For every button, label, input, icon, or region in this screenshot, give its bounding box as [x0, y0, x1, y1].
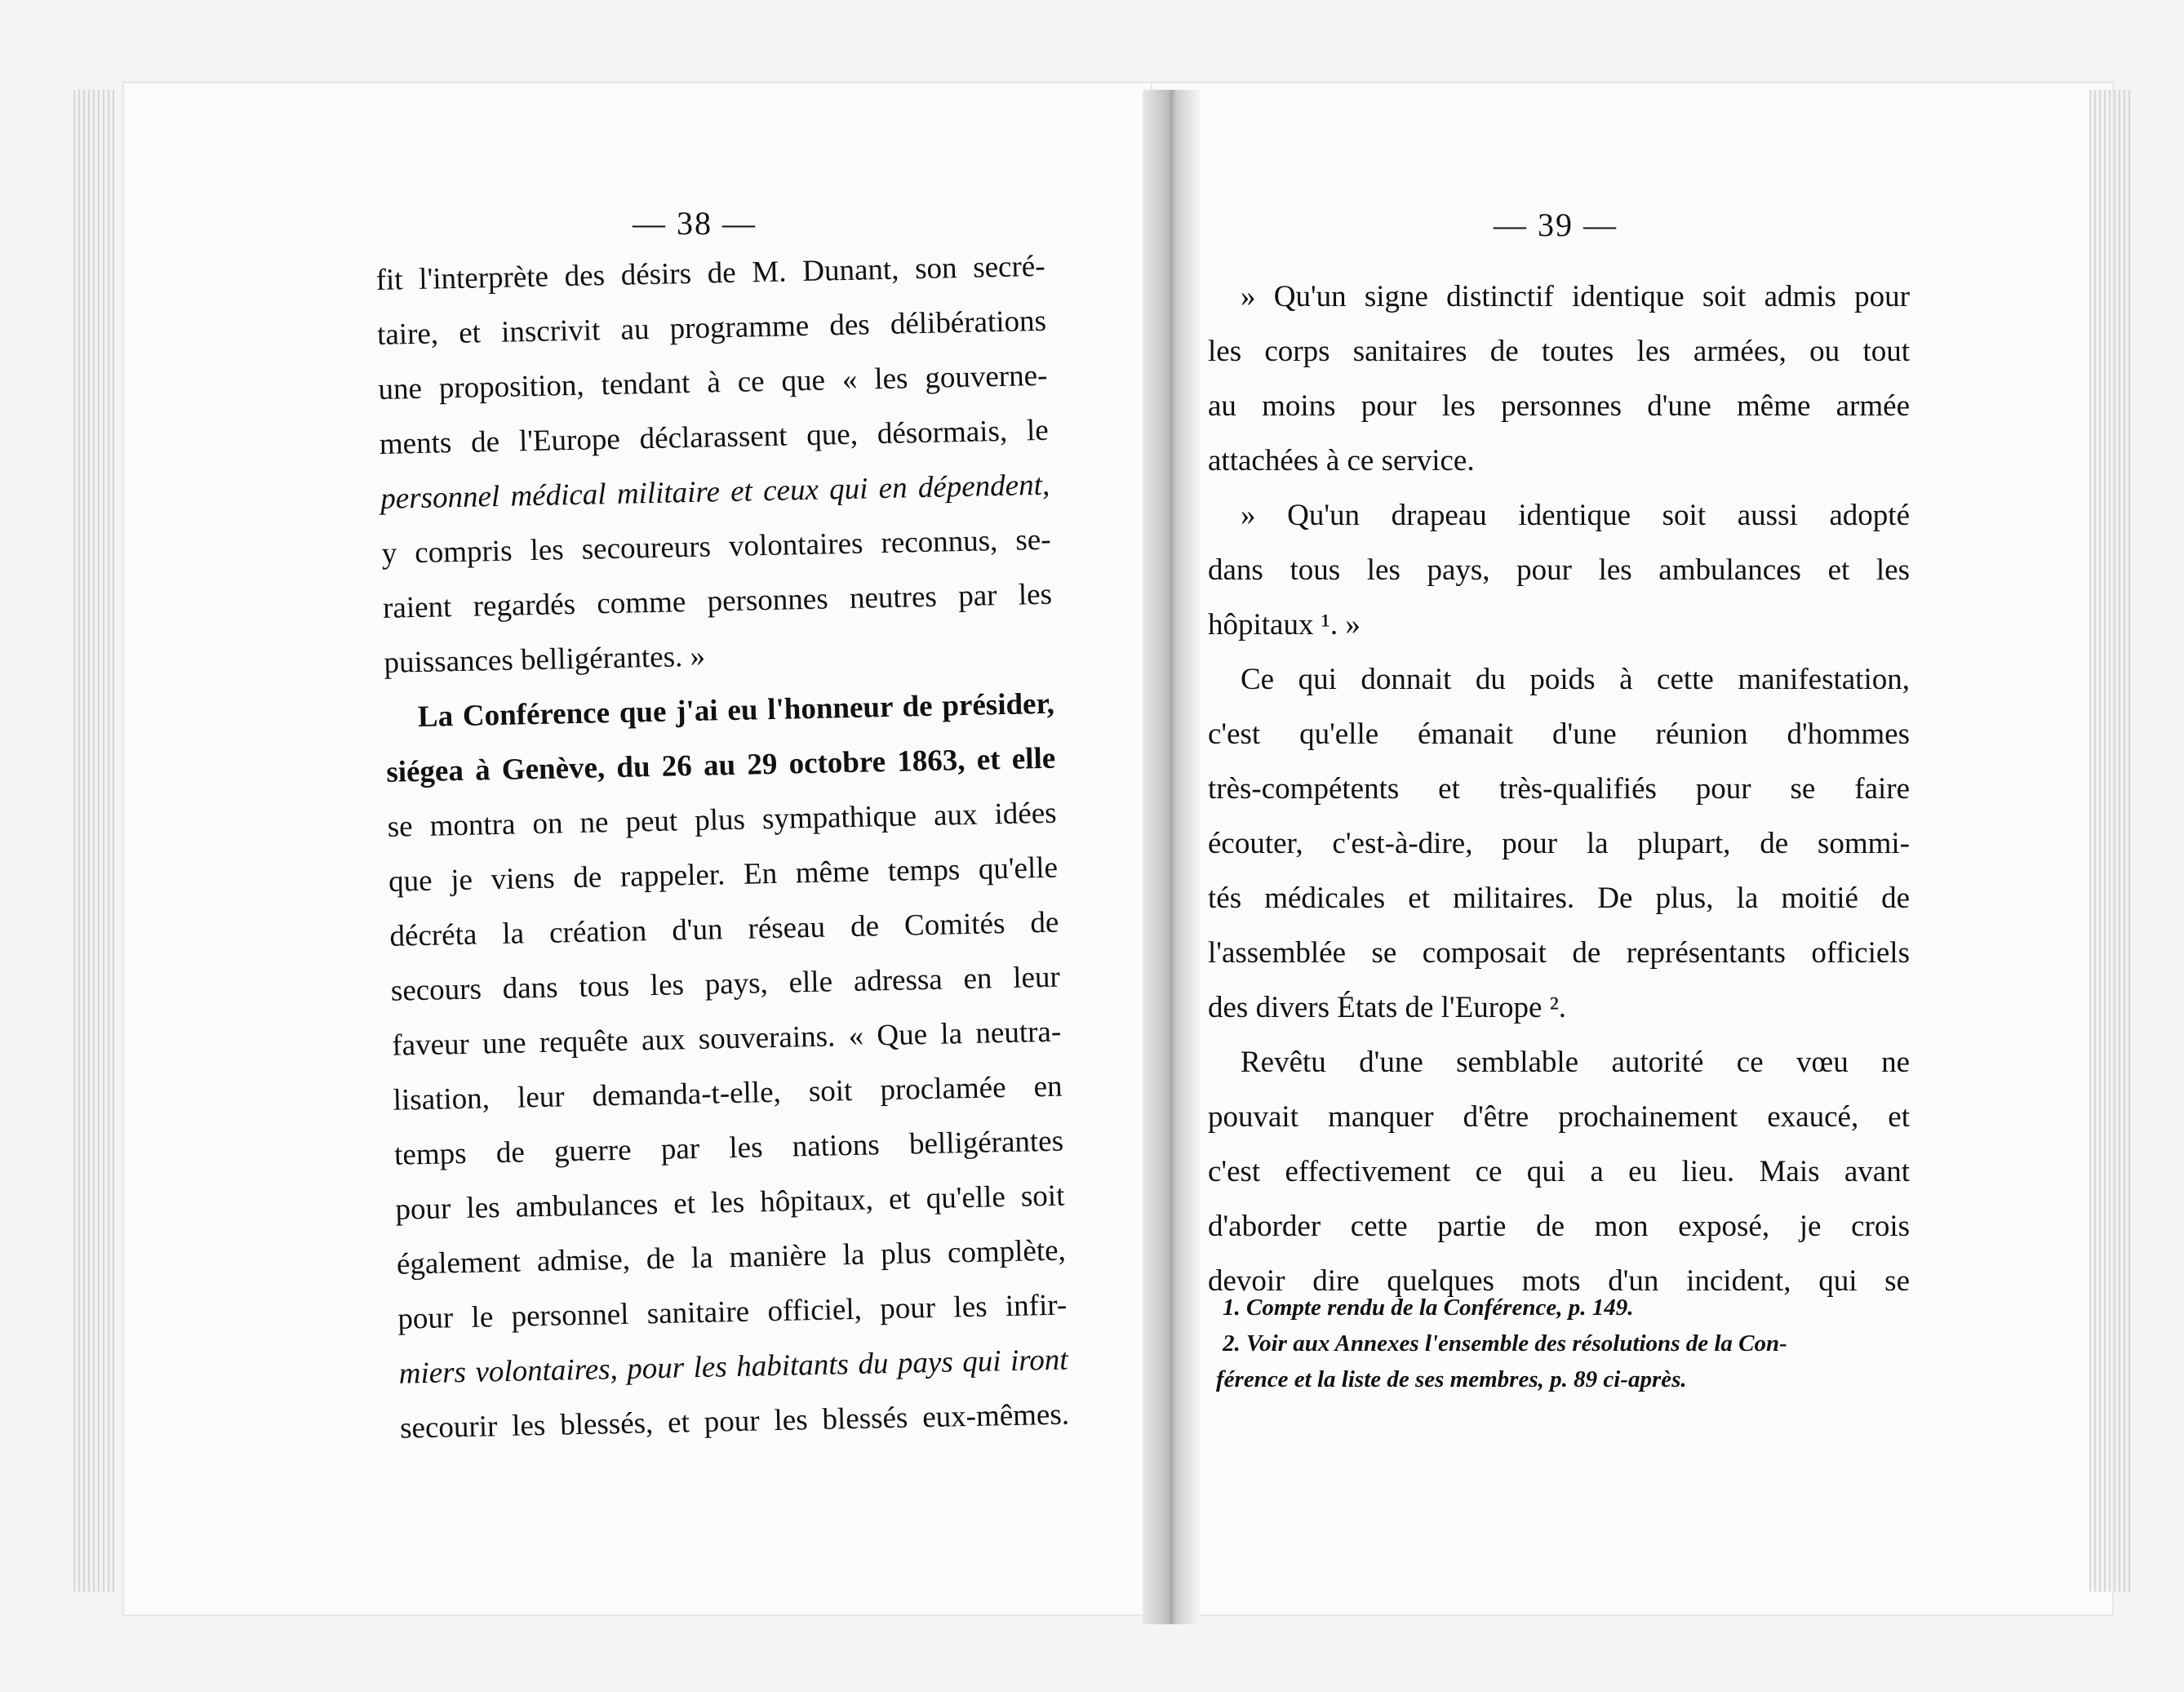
right-page-number: — 39 — — [1494, 207, 1618, 243]
text-line: raient regardés comme personnes neutres par les — [382, 577, 1053, 625]
footnote: 2. Voir aux Annexes l'ensemble des résolutions de la Con- — [1223, 1330, 1787, 1357]
text-line: devoir dire quelques mots d'un incident, qui se — [1208, 1264, 1910, 1298]
right-page-edges — [2089, 90, 2130, 1592]
text-line: également admise, de la manière la plus complète, — [396, 1233, 1067, 1281]
text-line: La Conférence que j'ai eu l'honneur de présider, — [417, 686, 1055, 735]
text-line: pour les ambulances et les hôpitaux, et qu'elle soit — [395, 1179, 1065, 1227]
text-line: hôpitaux ¹. » — [1208, 608, 1361, 642]
text-line: des divers États de l'Europe ². — [1208, 991, 1567, 1024]
book-gutter — [1143, 90, 1200, 1624]
right-page-text — [1208, 269, 1910, 1308]
text-line: d'aborder cette partie de mon exposé, je crois — [1208, 1210, 1910, 1243]
text-line: ments de l'Europe déclarassent que, désormais, le — [379, 413, 1050, 461]
text-line: se montra on ne peut plus sympathique aux idées — [387, 796, 1057, 844]
text-line: que je viens de rappeler. En même temps qu'elle — [388, 850, 1059, 899]
text-line: miers volontaires, pour les habitants du pays qui iront — [398, 1343, 1069, 1391]
left-page-edges — [73, 90, 114, 1592]
text-line: » Qu'un signe distinctif identique soit admis pour — [1241, 280, 1910, 313]
text-line: décréta la création d'un réseau de Comités de — [389, 905, 1059, 953]
text-line: dans tous les pays, pour les ambulances et les — [1208, 553, 1910, 587]
left-page-text — [375, 239, 1070, 1456]
text-line: une proposition, tendant à ce que « les gouverne- — [378, 358, 1048, 406]
left-page-number: — 38 — — [633, 205, 757, 242]
text-line: siégea à Genève, du 26 au 29 octobre 1863, et elle — [385, 741, 1056, 789]
text-line: secourir les blessés, et pour les blessés eux-mêmes. — [399, 1397, 1070, 1446]
footnote: férence et la liste de ses membres, p. 89 ci-après. — [1216, 1366, 1687, 1392]
text-line: faveur une requête aux souverains. « Que la neutra- — [391, 1015, 1062, 1063]
text-line: pouvait manquer d'être prochainement exaucé, et — [1208, 1100, 1910, 1134]
text-line: l'assemblée se composait de représentants officiels — [1208, 936, 1910, 970]
text-line: au moins pour les personnes d'une même armée — [1208, 389, 1910, 423]
text-line: y compris les secoureurs volontaires reconnus, se- — [381, 522, 1051, 571]
text-line: c'est qu'elle émanait d'une réunion d'hommes — [1208, 717, 1910, 751]
text-line: attachées à ce service. — [1208, 444, 1475, 477]
text-line: c'est effectivement ce qui a eu lieu. Mais avant — [1208, 1155, 1910, 1188]
text-line: personnel médical militaire et ceux qui en dépendent, — [380, 468, 1050, 516]
text-line: écouter, c'est-à-dire, pour la plupart, de sommi- — [1208, 827, 1910, 860]
text-line: les corps sanitaires de toutes les armées, ou tout — [1208, 335, 1910, 368]
text-line: très-compétents et très-qualifiés pour se faire — [1208, 772, 1910, 806]
footnote: 1. Compte rendu de la Conférence, p. 149. — [1223, 1295, 1634, 1321]
text-line: Revêtu d'une semblable autorité ce vœu ne — [1241, 1046, 1910, 1079]
footnotes — [1216, 1290, 1934, 1397]
text-line: secours dans tous les pays, elle adressa en leur — [390, 960, 1061, 1008]
text-line: lisation, leur demanda-t-elle, soit proclamée en — [393, 1069, 1063, 1117]
text-line: taire, et inscrivit au programme des délibérations — [376, 304, 1047, 352]
text-line: temps de guerre par les nations belligérantes — [393, 1124, 1064, 1172]
text-line: fit l'interprète des désirs de M. Dunant, son secré- — [375, 249, 1045, 297]
text-line: puissances belligérantes. » — [384, 639, 706, 680]
text-line: » Qu'un drapeau identique soit aussi adopté — [1241, 499, 1910, 532]
text-line: pour le personnel sanitaire officiel, pour les infir- — [397, 1288, 1068, 1336]
text-line: tés médicales et militaires. De plus, la moitié de — [1208, 882, 1910, 915]
text-line: Ce qui donnait du poids à cette manifestation, — [1241, 663, 1910, 696]
